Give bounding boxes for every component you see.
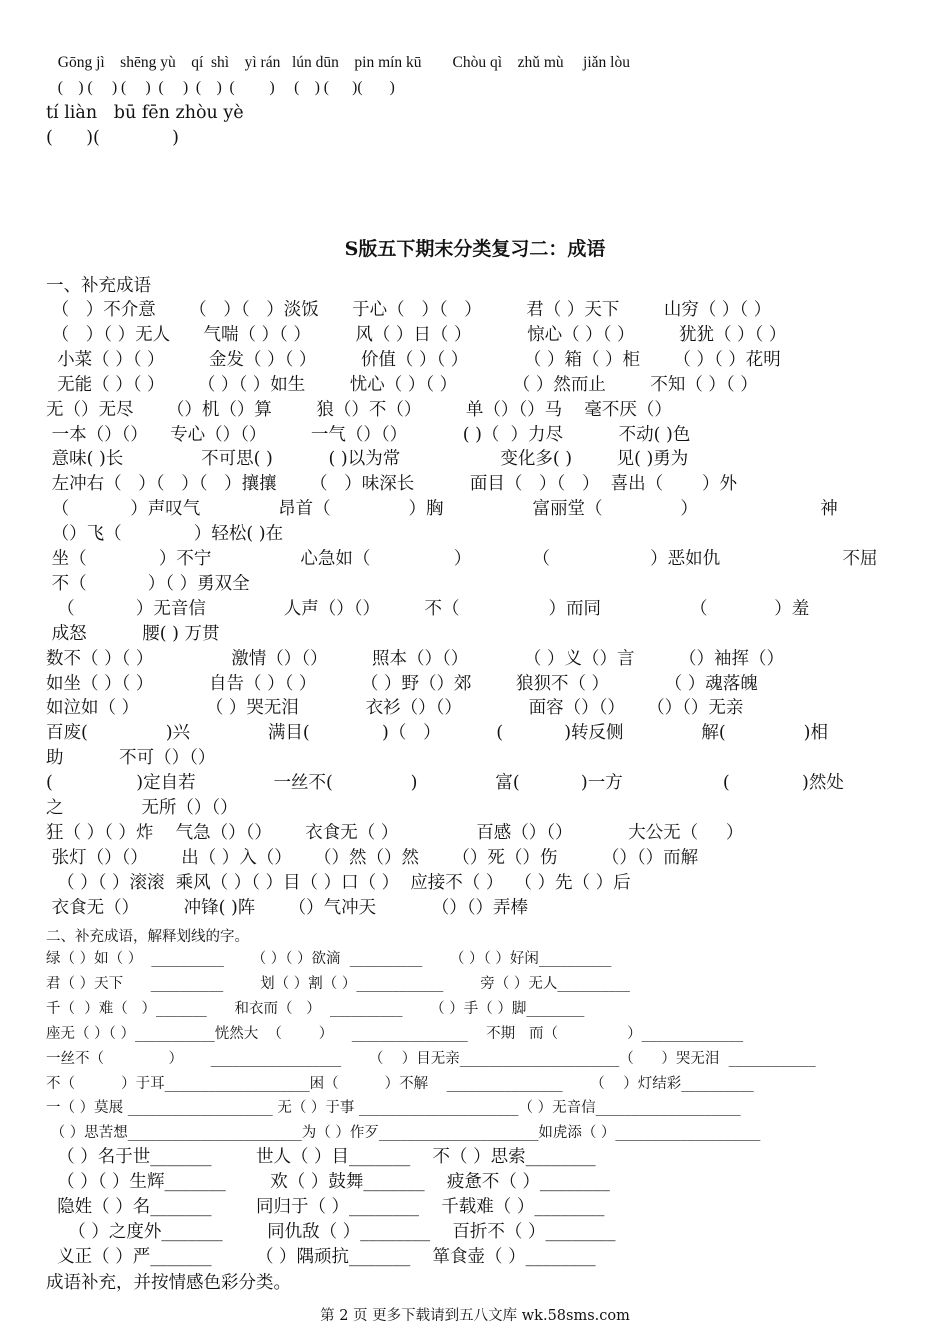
explain-line-3: 千（ ）难（ ）_______ 和衣而（ ） __________ （ ）手（ ）脚________ bbox=[46, 1000, 585, 1017]
idiom-line-15: 数不（ ）（ ） 激情（）（） 照本（）（） （ ）义（）言 （）袖挥（） bbox=[46, 648, 784, 669]
page-title: S版五下期末分类复习二：成语 bbox=[344, 238, 606, 260]
idiom-line-7: 意味( )长 不可思( ) ( )以为常 变化多( ) 见( )勇为 bbox=[46, 449, 689, 470]
explain-line-2: 君（ ）天下 __________ 划（ ）割（ ）____________ 旁（ ）无人__________ bbox=[46, 975, 630, 992]
pinyin-blank-line-2: ( )( ) bbox=[46, 128, 180, 148]
idiom-line-9: （ ）声叹气 昂首（ ）胸 富丽堂（ ） 神 bbox=[46, 499, 838, 520]
explain-line-large-2: （ ）（ ）生辉_______ 欢（ ）鼓舞_______ 疲惫不（ ）________ bbox=[46, 1172, 610, 1192]
pinyin-line-2: tí liàn bū fēn zhòu yè bbox=[46, 103, 244, 123]
explain-line-4: 座无（ ）（ ）___________恍然大 （ ） ________________ 不期 而（ ）______________ bbox=[46, 1025, 744, 1042]
idiom-line-21: 之 无所（）（） bbox=[46, 798, 238, 818]
idiom-line-13: （ ）无音信 人声（）（） 不（ ）而同 （ ）羞 bbox=[46, 598, 810, 619]
explain-line-5: 一丝不（ ） __________________ （ ）目无亲______________________（ ）哭无泪 ____________ bbox=[46, 1050, 816, 1067]
idiom-line-16: 如坐（ ）（ ） 自告（ ）（ ） （ ）野（）郊 狼狈不（ ） （ ）魂落魄 bbox=[46, 673, 758, 694]
idiom-line-14: 成怒 腰( ) 万贯 bbox=[46, 623, 220, 644]
idiom-line-24: （ ）（ ）滚滚 乘风（ ）（ ）目（ ）口（ ） 应接不（ ） （ ）先（ ）后 bbox=[46, 872, 631, 893]
classification-instruction: 成语补充，并按情感色彩分类。 bbox=[46, 1273, 291, 1293]
explain-line-large-3: 隐姓（ ）名_______ 同归于（ ）________ 千载难（ ）________ bbox=[46, 1197, 605, 1217]
idiom-line-25: 衣食无（） 冲锋( )阵 （）气冲天 （）（）弄棒 bbox=[46, 897, 529, 918]
idiom-line-23: 张灯（）（） 出（ ）入（） （）然（）然 （）死（）伤 （）（）而解 bbox=[46, 847, 699, 868]
idiom-line-4: 无能（ ）（ ） （ ）（ ）如生 忧心（ ）（ ） （ ）然而止 不知（ ）（ ） bbox=[46, 374, 758, 395]
page-footer: 第 2 页 更多下载请到五八文库 wk.58sms.com bbox=[320, 1308, 630, 1324]
idiom-line-12: 不（ ）（ ）勇双全 bbox=[46, 573, 250, 594]
idiom-line-22: 狂（ ）（ ）炸 气急（）（） 衣食无（ ） 百感（）（） 大公无（ ） bbox=[46, 822, 744, 843]
pinyin-line-1: Gōng jì shēng yù qí shì yì rán lún dūn pin mín kū Chòu qì zhǔ mù jiǎn lòu bbox=[50, 54, 630, 71]
section-2-heading: 二、补充成语，解释划线的字。 bbox=[46, 929, 249, 945]
idiom-line-3: 小菜（ ）（ ） 金发（ ）（ ） 价值（ ）（ ） （ ）箱（ ）柜 （ ）（ ）花明 bbox=[46, 349, 781, 370]
explain-line-6: 不（ ）于耳____________________困（ ）不解 ________________ （ ）灯结彩__________ bbox=[46, 1075, 754, 1092]
idiom-line-18: 百废( )兴 满目( )（ ） ( )转反侧 解( )相 bbox=[46, 723, 828, 744]
idiom-line-8: 左冲右（ ）（ ）（ ）攘攘 （ ）味深长 面目（ ）（ ） 喜出（ ）外 bbox=[46, 474, 738, 495]
idiom-line-20: ( )定自若 一丝不( ) 富( )一方 ( )然处 bbox=[46, 773, 844, 794]
idiom-line-19: 助 不可（）（） bbox=[46, 748, 216, 769]
explain-line-8: （ ）思苦想________________________为（ ）作歹______________________如虎添（ ）____________________ bbox=[46, 1125, 761, 1142]
section-1-heading: 一、补充成语 bbox=[46, 276, 151, 296]
idiom-line-17: 如泣如（ ） （ ）哭无泪 衣衫（）（） 面容（）（） （）（）无亲 bbox=[46, 698, 744, 719]
explain-line-large-1: （ ）名于世_______ 世人（ ）目_______ 不（ ）思索________ bbox=[46, 1147, 596, 1167]
pinyin-blank-line-1: ( ) ( ) ( ) ( ) ( ) ( ) ( ) ( )( ) bbox=[50, 79, 395, 96]
idiom-line-11: 坐（ ）不宁 心急如（ ） （ ）恶如仇 不屈 bbox=[46, 549, 878, 569]
explain-line-large-4: （ ）之度外_______ 同仇敌（ ）________ 百折不（ ）________ bbox=[46, 1222, 616, 1242]
explain-line-large-5: 义正（ ）严_______ （ ）隅顽抗_______ 箪食壶（ ）________ bbox=[46, 1247, 596, 1267]
idiom-line-1: （ ）不介意 （ ）（ ）淡饭 于心（ ）（ ） 君（ ）天下 山穷（ ）（ ） bbox=[46, 300, 772, 320]
explain-line-1: 绿（ ）如（ ） __________ （ ）（ ）欲滴 __________ （ ）（ ）好闲__________ bbox=[46, 951, 612, 967]
explain-line-7: 一（ ）莫展 ____________________ 无（ ）于事 ______________________（ ）无音信____________________ bbox=[46, 1100, 741, 1117]
idiom-line-5: 无（）无尽 （）机（）算 狼（）不（） 单（）（）马 毫不厌（） bbox=[46, 399, 672, 420]
idiom-line-10: （）飞（ ）轻松( )在 bbox=[46, 524, 284, 545]
idiom-line-6: 一本（）（） 专心（）（） 一气（）（） ( )（ ）力尽 不动( )色 bbox=[46, 424, 691, 445]
idiom-line-2: （ ）（ ）无人 气喘（ ）（ ） 风（ ）日（ ） 惊心（ ）（ ） 犹犹（ ）（ ） bbox=[46, 324, 787, 345]
